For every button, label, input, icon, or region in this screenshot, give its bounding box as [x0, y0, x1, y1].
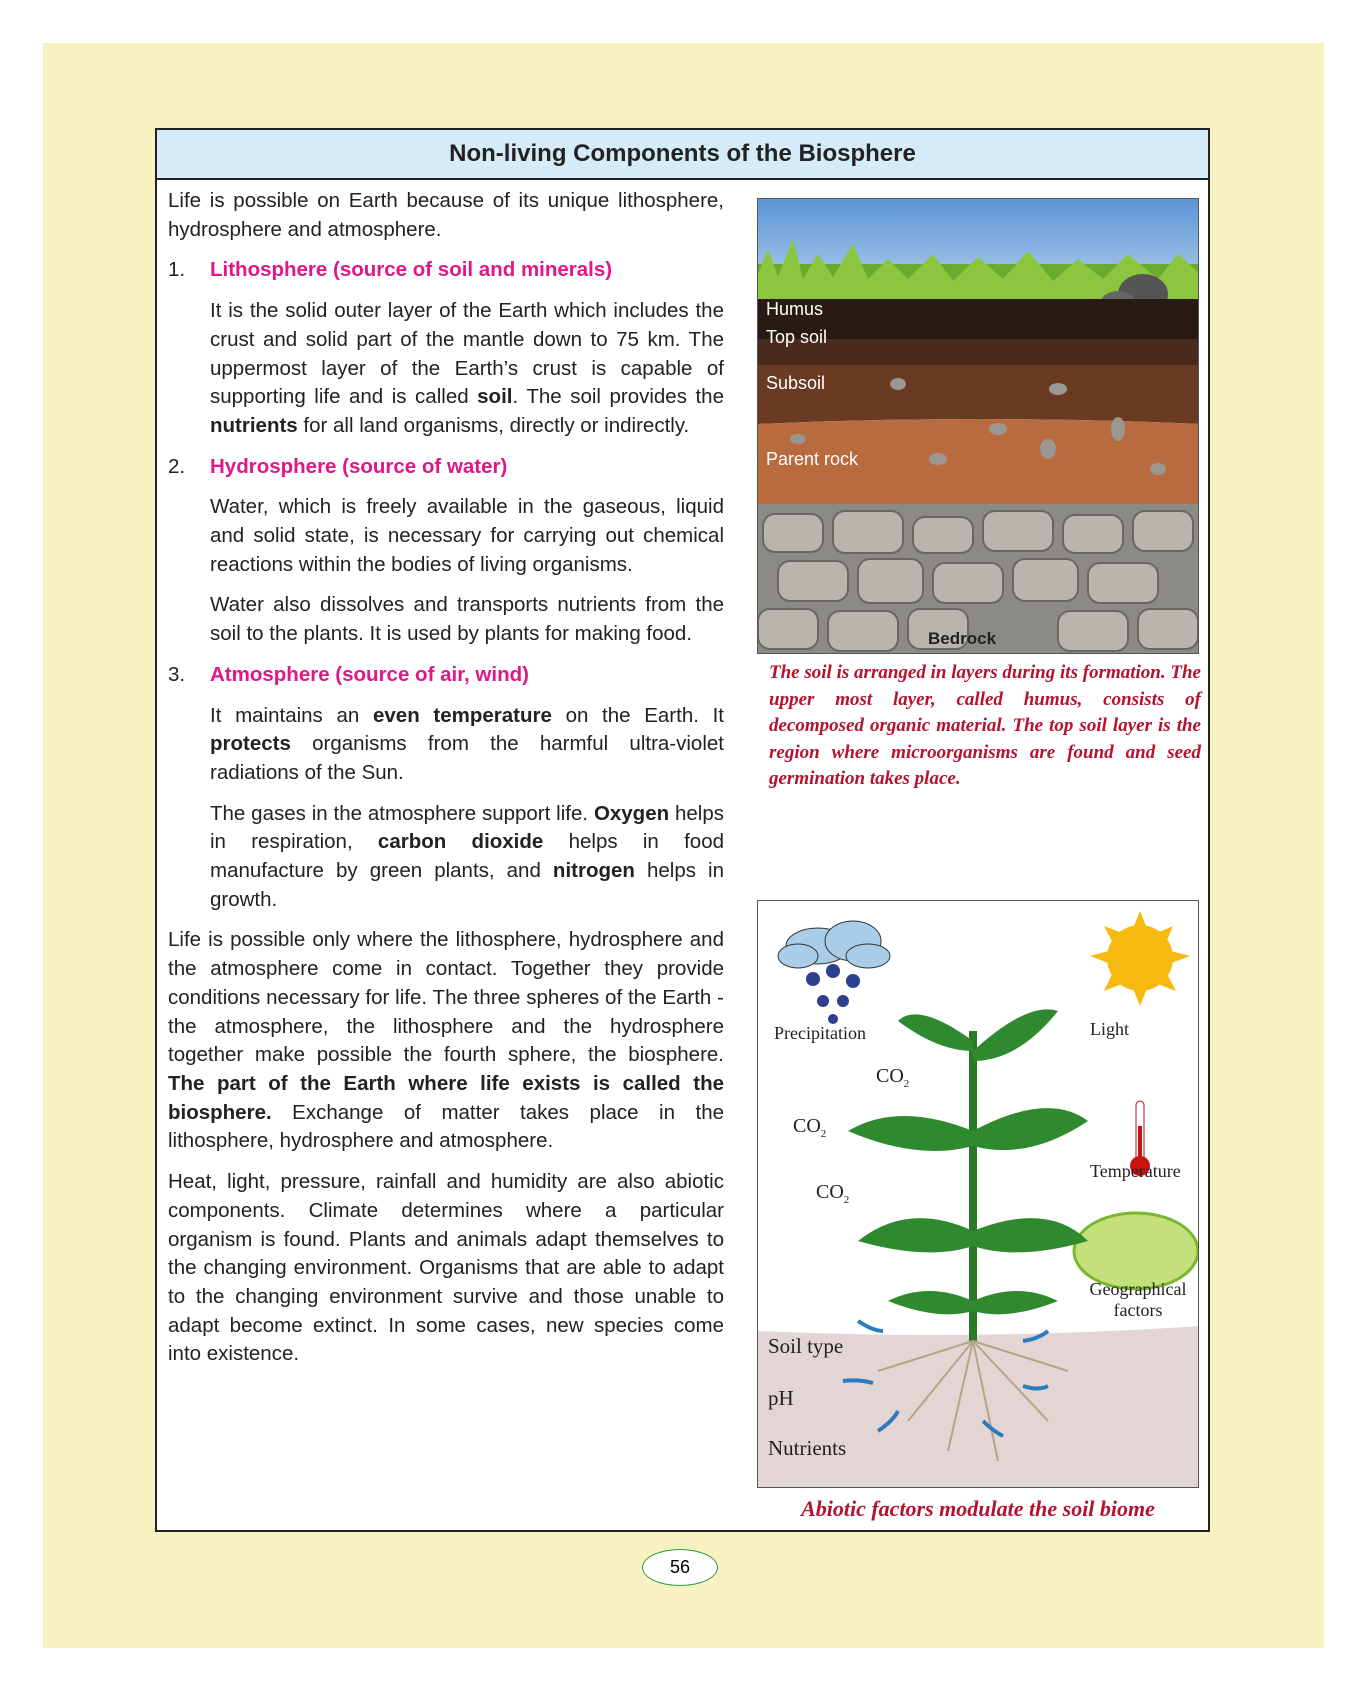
intro: Life is possible on Earth because of its unique lithosphere, hydrosphere and atmosphere. [168, 189, 724, 241]
label-precipitation: Precipitation [774, 1023, 866, 1043]
soil-caption: The soil is arranged in layers during its formation. The upper most layer, called humus, consists of decomposed organic material. The top soil layer is the region where microorganisms are found and seed germination takes place. [769, 662, 1201, 789]
label-co2-2: $CO_2$ [793, 1115, 827, 1140]
label-geographical-factors: Geographical factors [1089, 1279, 1187, 1320]
label-co2-1: $CO_2$ [876, 1065, 910, 1090]
abiotic-paragraph: Heat, light, pressure, rainfall and humidity are also abiotic components. Climate determines where a particular organism is found. Plants and animals adapt themselves to the changing environment. Organisms that are able to adapt to the changing environment survive and those unable to adapt become extinct. In some cases, new species come into existence. [168, 1170, 724, 1366]
label-top-soil: Top soil [766, 327, 828, 347]
label-bedrock: Bedrock [928, 629, 997, 648]
label-soil-type: Soil type [768, 1334, 844, 1358]
soil-layers-illustration [757, 198, 1199, 654]
label-co2-3: $CO_2$ [816, 1181, 850, 1206]
label-light: Light [1090, 1019, 1129, 1039]
label-nutrients: Nutrients [768, 1436, 847, 1460]
hydrosphere-text-2: Water also dissolves and transports nutrients from the soil to the plants. It is used by plants for making food. [210, 593, 724, 646]
atmosphere-text-1: It maintains an even temperature on the Earth. It protects organisms from the harmful ultra-violet radiations of the Sun. [210, 703, 725, 784]
label-humus: Humus [766, 299, 824, 319]
abiotic-factors-illustration [757, 900, 1199, 1488]
text-column [168, 187, 724, 1381]
page-number: 56 [642, 1549, 718, 1586]
label-temperature: Temperature [1090, 1161, 1181, 1181]
label-subsoil: Subsoil [766, 373, 826, 393]
lithosphere-text: It is the solid outer layer of the Earth which includes the crust and solid part of the mantle down to 75 km. The uppermost layer of the Earth’s crust is capable of supporting life and is called soil. The soil provides the nutrients for all land organisms, directly or indirectly. [210, 299, 724, 437]
content-box [155, 128, 1210, 1532]
hydrosphere-text-1: Water, which is freely available in the gaseous, liquid and solid state, is necessary for carrying out chemical reactions within the bodies of living organisms. [210, 495, 724, 576]
atmosphere-text-2: The gases in the atmosphere support life. Oxygen helps in respiration, carbon dioxide helps in food manufacture by green plants, and nitrogen helps in growth. [210, 801, 724, 911]
soil-layers-image [758, 199, 1199, 654]
biosphere-paragraph: Life is possible only where the lithosphere, hydrosphere and the atmosphere come in contact. Together they provide conditions necessary for life. The three spheres of the Earth - the atmosphere, the lithosphere and the hydrosphere together make possible the fourth sphere, the biosphere. The part of the Earth where life exists is called the biosphere. Exchange of matter takes place in the lithosphere, hydrosphere and atmosphere. [168, 928, 724, 1153]
heading-lithosphere: 1. Lithosphere (source of soil and minerals) [168, 258, 613, 282]
plant-caption: Abiotic factors modulate the soil biome [801, 1496, 1155, 1521]
heading-atmosphere: 3. Atmosphere (source of air, wind) [168, 662, 529, 686]
label-ph: pH [768, 1386, 794, 1410]
heading-hydrosphere: 2. Hydrosphere (source of water) [168, 454, 508, 478]
page-title: Non-living Components of the Biosphere [157, 130, 1208, 180]
label-parent-rock: Parent rock [766, 449, 859, 469]
